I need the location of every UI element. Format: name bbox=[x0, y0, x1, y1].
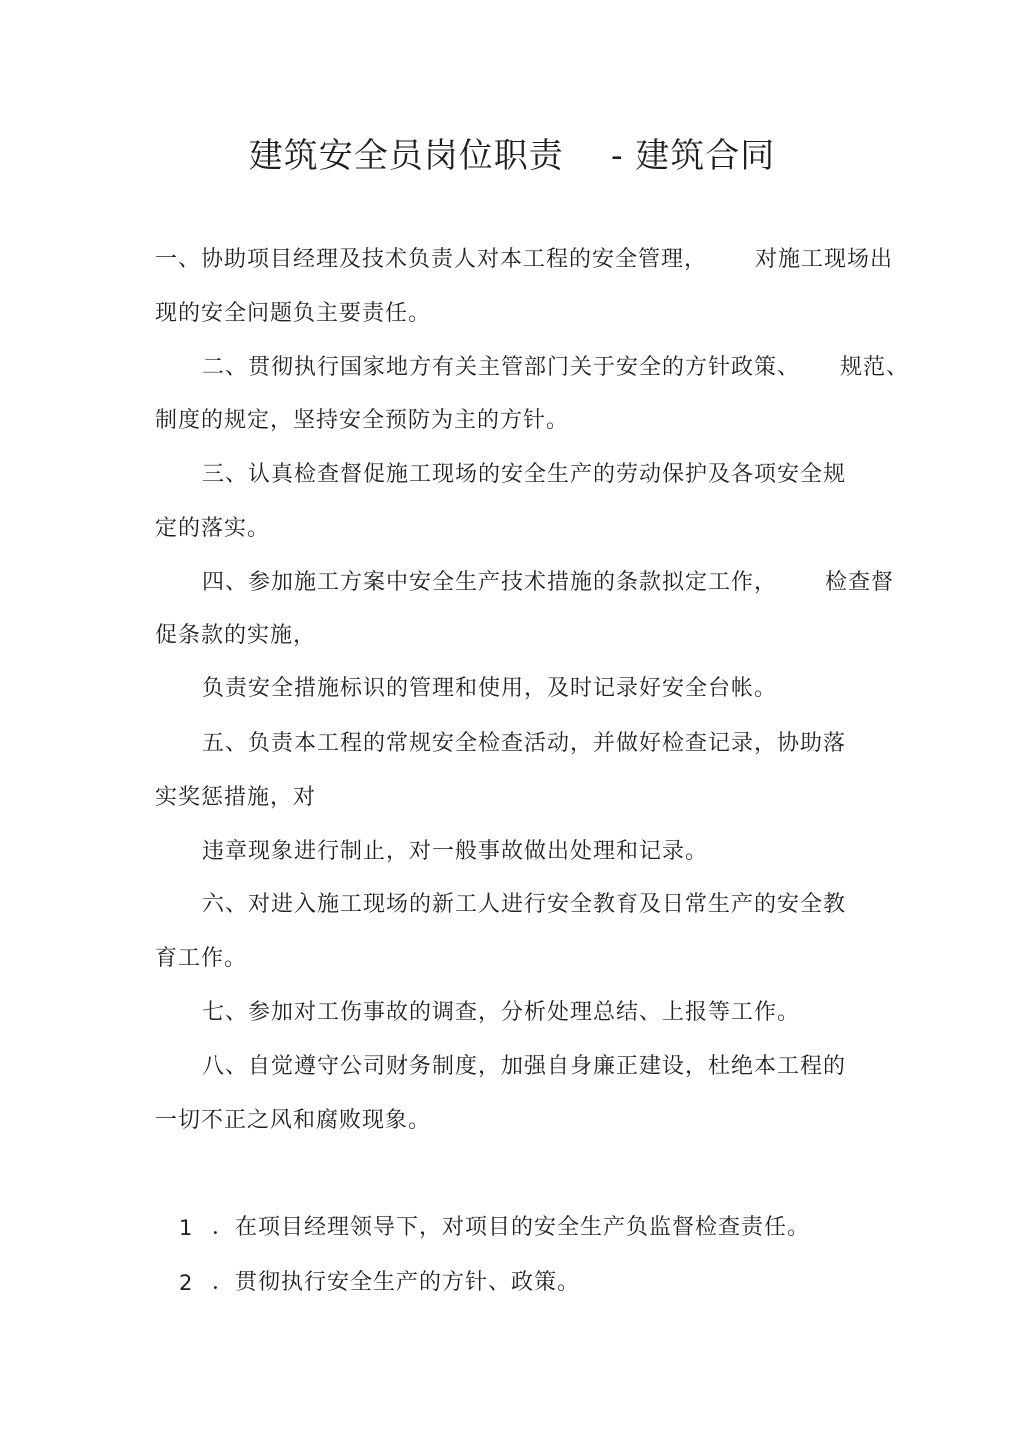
paragraph-8-line-1: 八、自觉遵守公司财务制度，加强自身廉正建设，杜绝本工程的 bbox=[202, 1054, 847, 1079]
paragraph-3-line-2: 定的落实。 bbox=[155, 516, 271, 541]
paragraph-8-line-2: 一切不正之风和腐败现象。 bbox=[155, 1108, 432, 1133]
paragraph-6-line-1: 六、对进入施工现场的新工人进行安全教育及日常生产的安全教 bbox=[202, 892, 847, 917]
paragraph-7-line-1: 七、参加对工伤事故的调查，分析处理总结、上报等工作。 bbox=[202, 1000, 801, 1025]
paragraph-4-line-2: 促条款的实施， bbox=[155, 623, 317, 648]
paragraph-4-line-1: 四、参加施工方案中安全生产技术措施的条款拟定工作， 检查督 bbox=[202, 570, 894, 595]
paragraph-2-line-1: 二、贯彻执行国家地方有关主管部门关于安全的方针政策、 规范、 bbox=[202, 355, 909, 380]
numbered-item-1-text: ．在项目经理领导下，对项目的安全生产负监督检查责任。 bbox=[212, 1215, 811, 1240]
paragraph-1-line-2: 现的安全问题负主要责任。 bbox=[155, 301, 432, 326]
numbered-item-2-number: 2 bbox=[179, 1271, 193, 1295]
document-title: 建筑安全员岗位职责 - 建筑合同 bbox=[248, 136, 776, 176]
paragraph-5-line-1: 五、负责本工程的常规安全检查活动，并做好检查记录，协助落 bbox=[202, 731, 847, 756]
paragraph-2-line-2: 制度的规定，坚持安全预防为主的方针。 bbox=[155, 408, 570, 433]
paragraph-3-line-1: 三、认真检查督促施工现场的安全生产的劳动保护及各项安全规 bbox=[202, 462, 847, 487]
numbered-item-1-number: 1 bbox=[179, 1216, 193, 1240]
paragraph-4-line-3: 负责安全措施标识的管理和使用，及时记录好安全台帐。 bbox=[202, 676, 778, 701]
paragraph-1-line-1: 一、协助项目经理及技术负责人对本工程的安全管理， 对施工现场出 bbox=[155, 247, 893, 272]
numbered-item-2-text: ．贯彻执行安全生产的方针、政策。 bbox=[212, 1270, 581, 1295]
paragraph-5-line-3: 违章现象进行制止，对一般事故做出处理和记录。 bbox=[202, 839, 709, 864]
paragraph-6-line-2: 育工作。 bbox=[155, 946, 248, 971]
paragraph-5-line-2: 实奖惩措施，对 bbox=[155, 785, 317, 810]
